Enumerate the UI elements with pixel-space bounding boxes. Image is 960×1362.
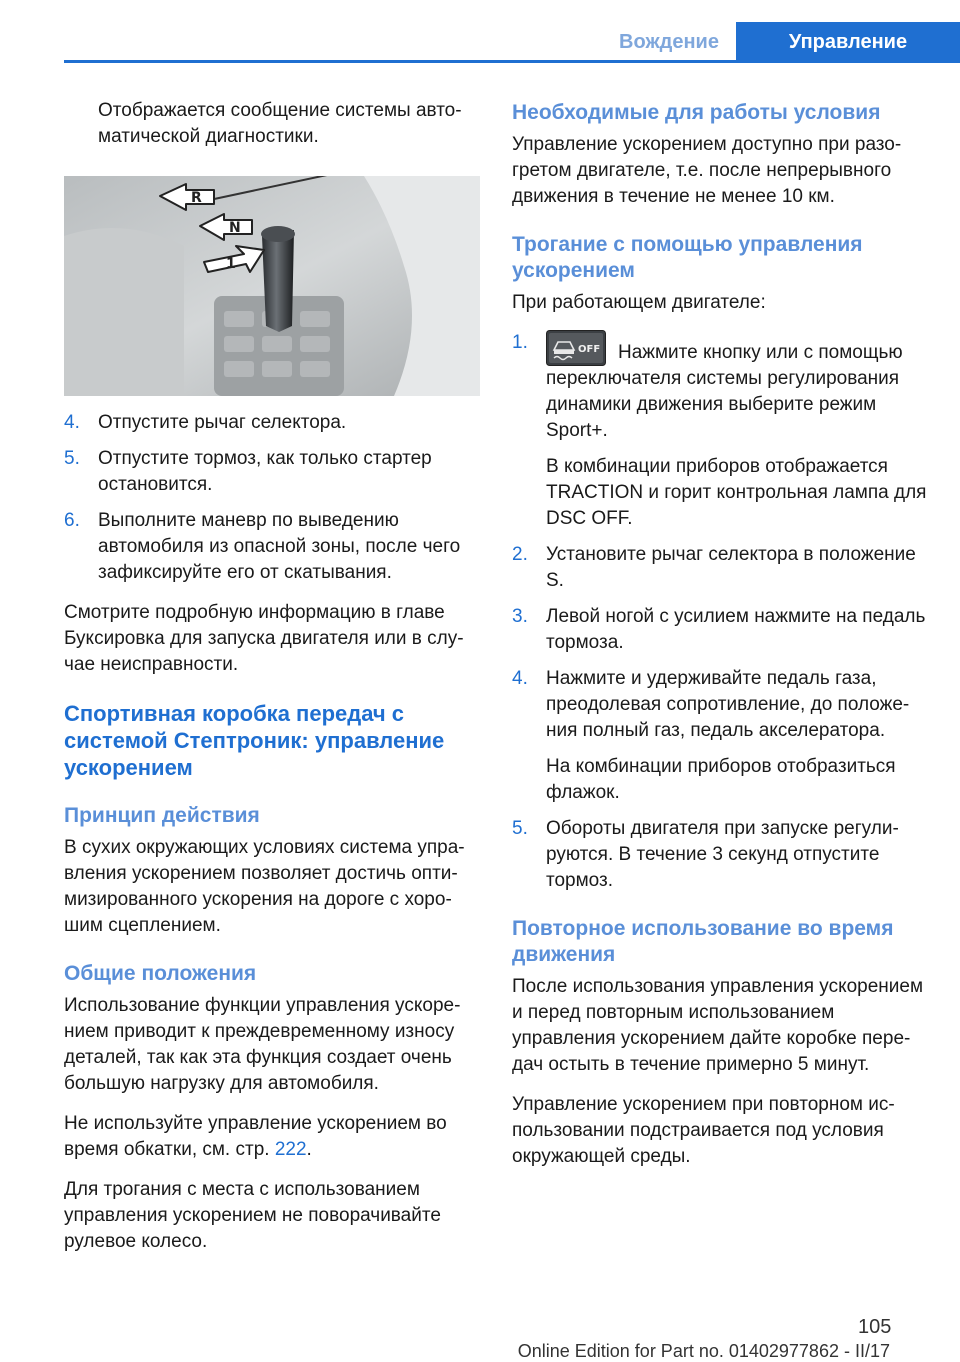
step-text: Установите рычаг селектора в положение S. (546, 544, 916, 591)
list-item (512, 330, 928, 532)
list-item (64, 410, 480, 436)
list-item (512, 542, 928, 594)
list-item (512, 604, 928, 656)
step-text: Нажмите кнопку или с помощью переключателя системы регулирования динамики движения выберите режим Sport+. (546, 342, 903, 441)
step-number: 1. (512, 332, 528, 353)
figure-label-1: 1 (226, 256, 236, 272)
tab-controls[interactable]: Управление (736, 22, 960, 60)
conditions-text: Управление ускорением доступно при разогретом двигателе, т.е. после непрерывного движения в течение не менее 10 км. (512, 134, 902, 207)
step-note: На комбинации приборов отобразиться флажок. (546, 756, 896, 803)
page-reference-link[interactable]: 222 (274, 1139, 307, 1160)
start-title: Трогание с помощью управления ускорением (512, 233, 863, 282)
gear-selector-photo (64, 176, 480, 396)
run-in-text: Не используйте управление ускорением во время обкатки, см. стр. 222. (64, 1113, 447, 1160)
step-number: 4. (64, 412, 80, 433)
list-item (64, 446, 480, 498)
tab-driving[interactable]: Вождение (619, 31, 719, 53)
steering-text: Для трогания с места с использованием управления ускорением не поворачивайте рулевое колесо. (64, 1179, 441, 1252)
repeat-text-2: Управление ускорением при повторном использовании подстраивается под условия окружающей среды. (512, 1094, 895, 1167)
section-title: Спортивная коробка передач с системой Стептроник: управление ускорением (64, 701, 445, 780)
repeat-text-1: После использования управления ускорением и перед повторным использованием управления ускорением дайте коробке передач остыть в течение примерно 5 минут. (512, 976, 924, 1075)
dsc-button-label: OFF (578, 344, 601, 355)
start-intro: При работающем двигателе: (512, 292, 766, 313)
principle-title: Принцип действия (64, 804, 260, 827)
left-column (64, 98, 480, 1269)
intro-text: Отображается сообщение системы автоматической диагностики. (98, 100, 462, 147)
step-text: Нажмите и удерживайте педаль газа, преодолевая сопротивление, до положения полный газ, педаль акселератора. (546, 668, 910, 741)
step-number: 2. (512, 544, 528, 565)
step-number: 4. (512, 668, 528, 689)
list-item (512, 816, 928, 894)
left-steps (64, 410, 480, 586)
principle-text: В сухих окружающих условиях система управления ускорением позволяет достичь оптимизированного ускорения на дороге с хорошим сцеплением. (64, 837, 465, 936)
step-text: Отпустите тормоз, как только стартер остановится. (98, 448, 432, 495)
figure-label-n: N (229, 220, 241, 236)
list-item (512, 666, 928, 806)
edition-footer: Online Edition for Part no. 01402977862 - II/17 (517, 1341, 890, 1361)
conditions-title: Необходимые для работы условия (512, 101, 881, 124)
step-text: Обороты двигателя при запуске регулируются. В течение 3 секунд отпустите тормоз. (546, 818, 899, 891)
step-number: 3. (512, 606, 528, 627)
see-more-text: Смотрите подробную информацию в главе Буксировка для запуска двигателя или в случае неисправности. (64, 602, 464, 675)
step-number: 5. (64, 448, 80, 469)
list-item (64, 508, 480, 586)
figure-label-r: R (191, 190, 202, 206)
page-number: 105 (858, 1316, 892, 1338)
general-title: Общие положения (64, 962, 257, 985)
step-number: 5. (512, 818, 528, 839)
header-rule (64, 60, 960, 63)
general-text: Использование функции управления ускорением приводит к преждевременному износу деталей, так как эта функция создает очень большую нагрузку для автомобиля. (64, 995, 461, 1094)
step-note: В комбинации приборов отображается TRACTION и горит контрольная лампа для DSC OFF. (546, 456, 927, 529)
step-text: Отпустите рычаг селектора. (98, 412, 347, 433)
step-text: Выполните маневр по выведению автомобиля из опасной зоны, после чего зафиксируйте его от скатывания. (98, 510, 461, 583)
dsc-off-button-icon (546, 330, 606, 366)
right-steps (512, 330, 928, 894)
repeat-title: Повторное использование во время движения (512, 917, 894, 966)
step-number: 6. (64, 510, 80, 531)
right-column (512, 100, 928, 1184)
step-text: Левой ногой с усилием нажмите на педаль тормоза. (546, 606, 926, 653)
